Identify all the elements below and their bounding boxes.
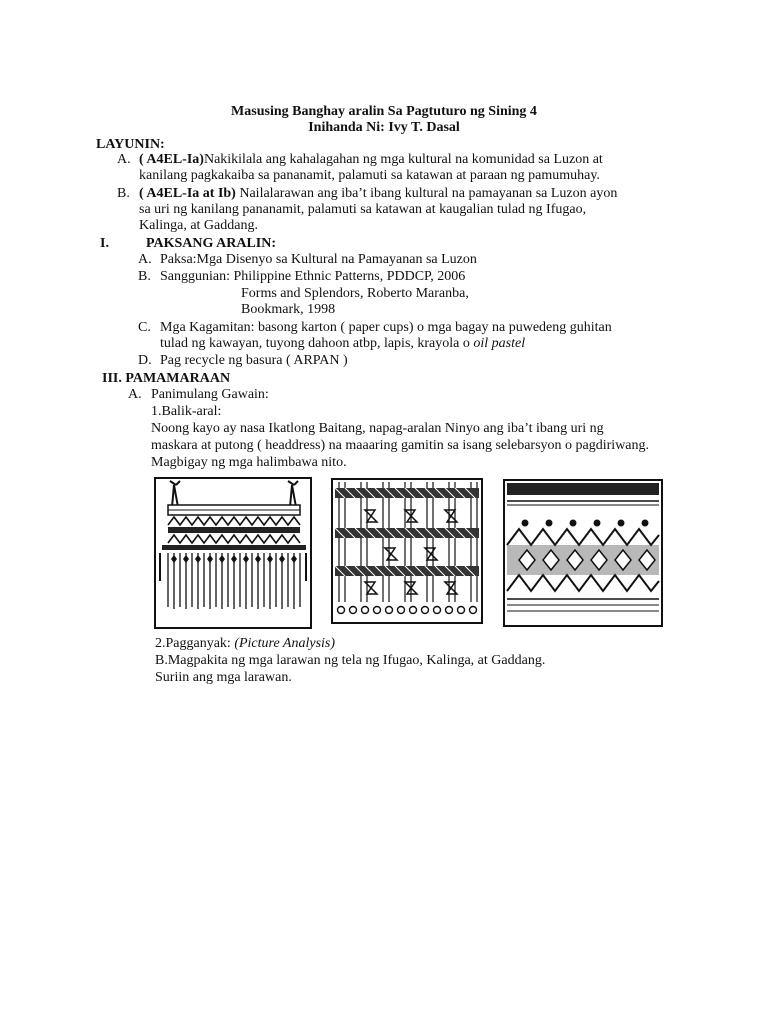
paksang-d-text: Pag recycle ng basura ( ARPAN ) [160, 353, 348, 368]
layunin-a-text: Nakikilala ang kahalagahan ng mga kultural na komunidad sa Luzon at [203, 152, 603, 167]
gaddang-textile-figure [503, 479, 663, 627]
suriin-line: Suriin ang mga larawan. [155, 670, 292, 685]
layunin-b-line3: Kalinga, at Gaddang. [139, 218, 258, 233]
layunin-a-line2: kanilang pagkakaiba sa pananamit, palamuti sa katawan at paraan ng pamumuhay. [139, 168, 600, 183]
layunin-a-code: ( A4EL-Ia) [139, 152, 204, 167]
pagganyak-label: 2.Pagganyak: [155, 636, 235, 651]
layunin-b-text: Nailalarawan ang iba’t ibang kultural na pamayanan sa Luzon ayon [235, 186, 618, 201]
pagganyak-italic: (Picture Analysis) [234, 636, 336, 651]
layunin-b-line1 [139, 186, 617, 202]
magpakita-line: B.Magpakita ng mga larawan ng tela ng Ifugao, Kalinga, at Gaddang. [155, 653, 546, 668]
paksang-a-text: Paksa:Mga Disenyo sa Kultural na Pamayanan sa Luzon [160, 252, 477, 267]
paksang-b-text: Sanggunian: Philippine Ethnic Patterns, PDDCP, 2006 [160, 269, 466, 284]
paksang-c-marker: C. [138, 320, 151, 335]
paksang-b-line3: Bookmark, 1998 [241, 302, 336, 317]
paksang-b-line2: Forms and Splendors, Roberto Maranba, [241, 286, 469, 301]
paksang-heading: PAKSANG ARALIN: [146, 236, 277, 251]
balik-aral-label: 1.Balik-aral: [151, 404, 222, 419]
pamamaraan-a-text: Panimulang Gawain: [151, 387, 269, 402]
pagganyak-line [155, 636, 335, 652]
layunin-b-marker: B. [117, 186, 130, 201]
ifugao-textile-figure [154, 477, 312, 629]
document-author: Inihanda Ni: Ivy T. Dasal [308, 120, 460, 135]
balik-aral-p2: maskara at putong ( headdress) na maaaring gamitin sa isang selebarsyon o pagdiriwang. [151, 438, 650, 453]
pamamaraan-heading: III. PAMAMARAAN [102, 371, 231, 386]
paksang-c-text: Mga Kagamitan: basong karton ( paper cups) o mga bagay na puwedeng guhitan [160, 320, 612, 335]
paksang-c-line2-text: tulad ng kawayan, tuyong dahoon atbp, lapis, krayola o [160, 336, 474, 351]
paksang-b-marker: B. [138, 269, 151, 284]
layunin-b-code: ( A4EL-Ia at Ib) [139, 186, 236, 201]
layunin-a-line1 [139, 152, 603, 168]
kalinga-textile-figure [331, 478, 483, 624]
paksang-a-marker: A. [138, 252, 152, 267]
pamamaraan-a-marker: A. [128, 387, 142, 402]
paksang-c-italic: oil pastel [473, 336, 526, 351]
balik-aral-p1: Noong kayo ay nasa Ikatlong Baitang, napag-aralan Ninyo ang iba’t ibang uri ng [151, 421, 604, 436]
document-title: Masusing Banghay aralin Sa Pagtuturo ng Sining 4 [231, 104, 537, 119]
paksang-numeral: I. [100, 236, 109, 251]
balik-aral-p3: Magbigay ng mga halimbawa nito. [151, 455, 347, 470]
layunin-b-line2: sa uri ng kanilang pananamit, palamuti sa katawan at kaugalian tulad ng Ifugao, [139, 202, 587, 217]
paksang-c-line2 [160, 336, 525, 352]
paksang-d-marker: D. [138, 353, 152, 368]
layunin-heading: LAYUNIN: [96, 137, 165, 152]
layunin-a-marker: A. [117, 152, 131, 167]
